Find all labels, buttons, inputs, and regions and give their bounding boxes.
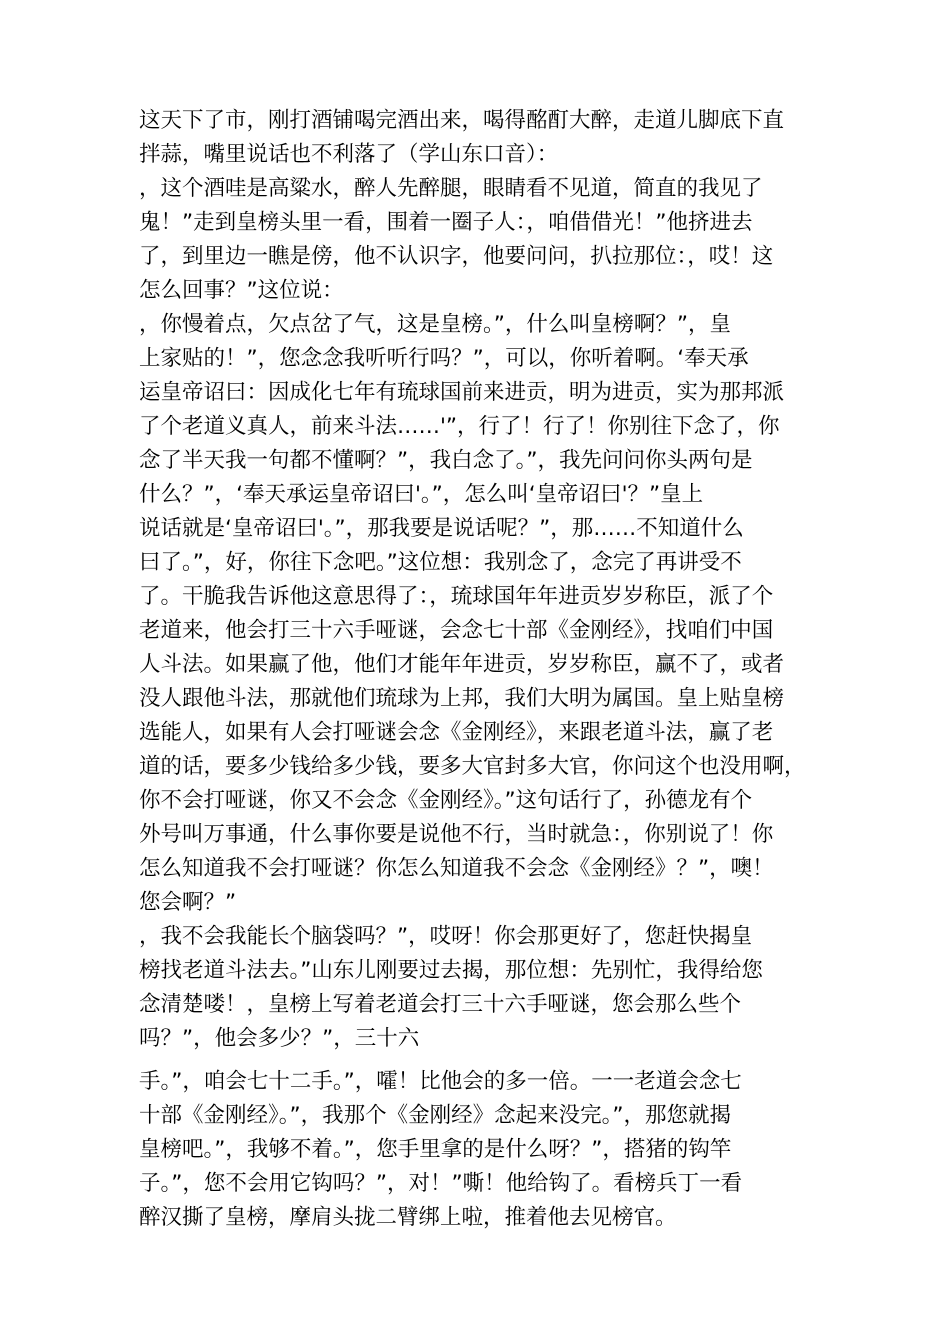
- text-line: ，我不会我能长个脑袋吗？”，哎呀！你会那更好了，您赶快揭皇: [139, 924, 753, 949]
- text-line: 拌蒜，嘴里说话也不利落了（学山东口音）：: [139, 142, 559, 167]
- text-line: 曰了。”，好，你往下念吧。”这位想：我别念了，念完了再讲受不: [139, 550, 742, 575]
- text-line: 念清楚喽！，皇榜上写着老道会打三十六手哑谜，您会那么些个: [139, 992, 742, 1017]
- text-line: 运皇帝诏曰：因成化七年有琉球国前来进贡，明为进贡，实为那邦派: [139, 380, 785, 405]
- text-line: 怎么知道我不会打哑谜？你怎么知道我不会念《金刚经》？”，噢！: [139, 856, 774, 881]
- text-line: 没人跟他斗法，那就他们琉球为上邦，我们大明为属国。皇上贴皇榜: [139, 686, 785, 711]
- text-line: 了。干脆我告诉他这意思得了：，琉球国年年进贡岁岁称臣，派了个: [139, 584, 774, 609]
- text-line: 鬼！”走到皇榜头里一看，围着一圈子人：，咱借借光！”他挤进去: [139, 210, 753, 235]
- text-line: 皇榜吧。”，我够不着。”，您手里拿的是什么呀？”，搭猪的钩竿: [139, 1137, 732, 1162]
- text-line: 榜找老道斗法去。”山东儿刚要过去揭，那位想：先别忙，我得给您: [139, 958, 763, 983]
- text-line: 老道来，他会打三十六手哑谜，会念七十部《金刚经》，找咱们中国: [139, 618, 774, 643]
- text-line: 说话就是‘皇帝诏曰'。”，那我要是说话呢？”，那……不知道什么: [139, 516, 744, 541]
- text-line: 手。”，咱会七十二手。”，嚯！比他会的多一倍。一一老道会念七: [139, 1069, 742, 1094]
- text-block-continuation: [139, 1065, 829, 1235]
- text-line: 上家贴的！”，您念念我听听行吗？”，可以，你听着啊。‘奉天承: [139, 346, 749, 371]
- text-line: 吗？”，他会多少？”，三十六: [139, 1026, 420, 1051]
- text-line: 了个老道义真人，前来斗法……'”，行了！行了！你别往下念了，你: [139, 414, 780, 439]
- text-line: 道的话，要多少钱给多少钱，要多大官封多大官，你问这个也没用啊，: [139, 754, 806, 779]
- text-line: 外号叫万事通，什么事你要是说他不行，当时就急：，你别说了！你: [139, 822, 774, 847]
- text-line: 人斗法。如果赢了他，他们才能年年进贡，岁岁称臣，赢不了，或者: [139, 652, 785, 677]
- text-line: 选能人，如果有人会打哑谜会念《金刚经》，来跟老道斗法，赢了老: [139, 720, 774, 745]
- text-line: 十部《金刚经》。”，我那个《金刚经》念起来没完。”，那您就揭: [139, 1103, 732, 1128]
- text-line: 醉汉撕了皇榜，摩肩头拢二臂绑上啦，推着他去见榜官。: [139, 1205, 677, 1230]
- text-line: 什么？”，‘奉天承运皇帝诏曰'。”，怎么叫‘皇帝诏曰'？”皇上: [139, 482, 704, 507]
- text-line: 子。”，您不会用它钩吗？”，对！”嘶！他给钩了。看榜兵丁一看: [139, 1171, 743, 1196]
- text-line: 怎么回事？”这位说：: [139, 278, 344, 303]
- text-block-main: [139, 104, 829, 1056]
- text-line: ，这个酒哇是高粱水，醉人先醉腿，眼睛看不见道，简直的我见了: [139, 176, 763, 201]
- text-line: 念了半天我一句都不懂啊？”，我白念了。”，我先问问你头两句是: [139, 448, 753, 473]
- text-line: 你不会打哑谜，你又不会念《金刚经》。”这句话行了，孙德龙有个: [139, 788, 753, 813]
- text-line: ，你慢着点，欠点岔了气，这是皇榜。”，什么叫皇榜啊？”，皇: [139, 312, 732, 337]
- text-line: 这天下了市，刚打酒铺喝完酒出来，喝得酩酊大醉，走道儿脚底下直: [139, 108, 785, 133]
- text-line: 您会啊？”: [139, 890, 237, 915]
- text-line: 了，到里边一瞧是傍，他不认识字，他要问问，扒拉那位：，哎！这: [139, 244, 774, 269]
